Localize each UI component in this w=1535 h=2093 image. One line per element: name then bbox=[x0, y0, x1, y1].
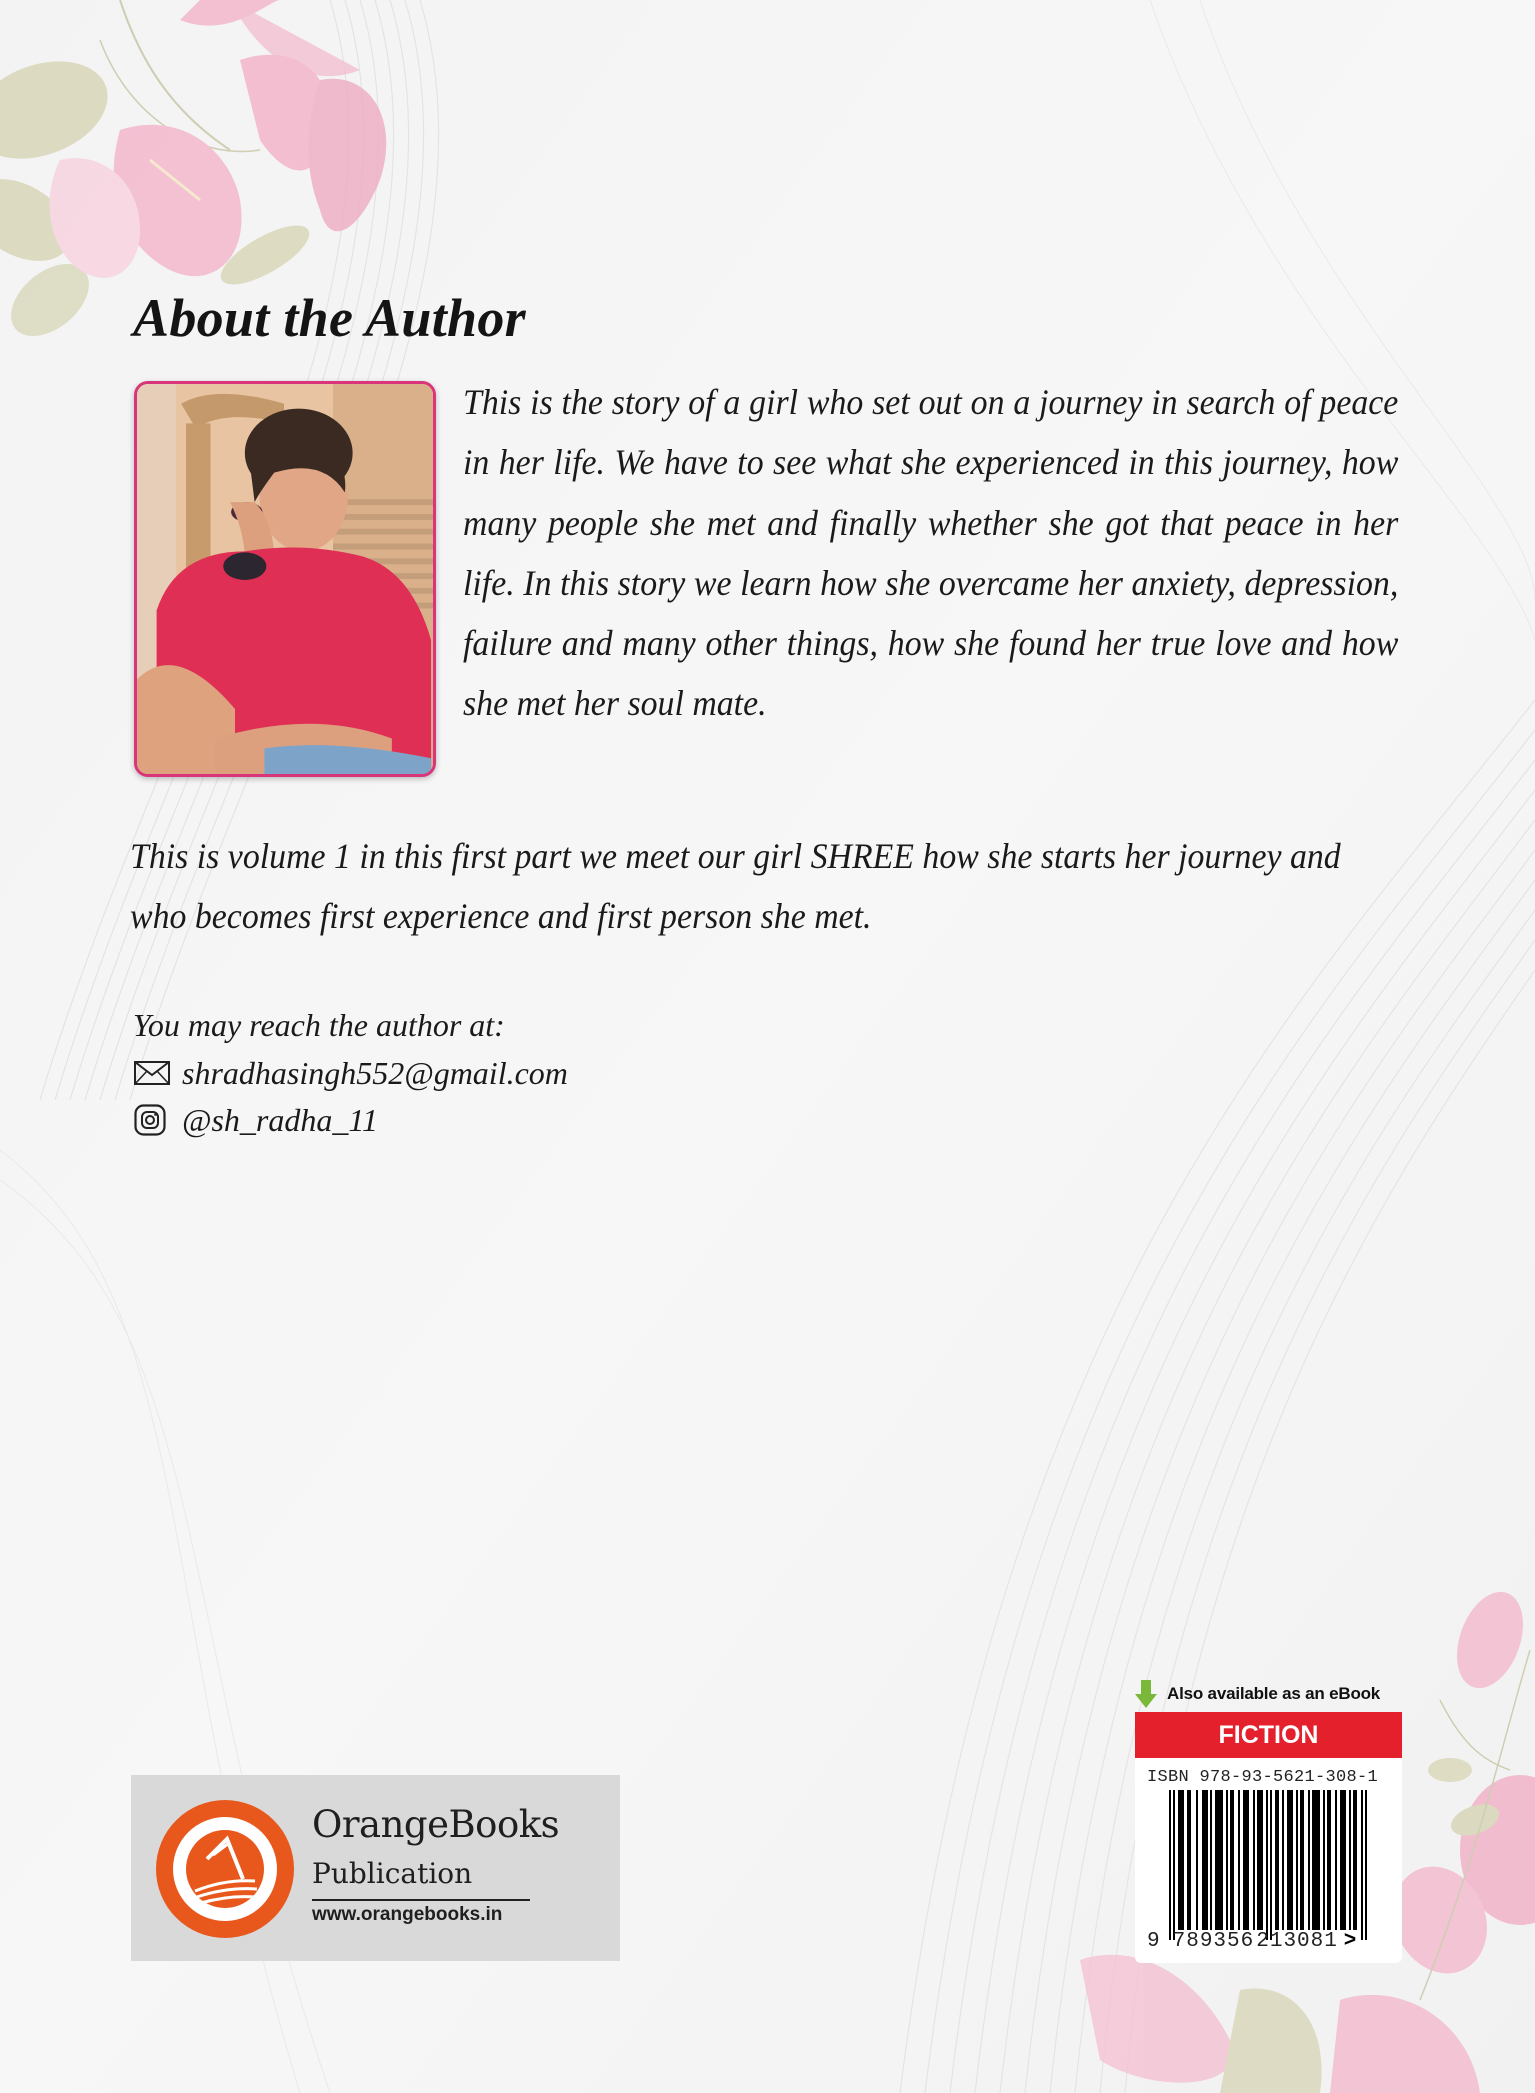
author-bio: This is the story of a girl who set out on a journey in search of peace in her life. We have to see what she experienced in this journey, how many people she met and finally whether she got that peace in her life. In this story we learn how she overcame her anxiety, depression, failure and many other things, how she found her true love and how she met her soul mate. bbox=[463, 382, 1399, 724]
about-author-heading: About the Author bbox=[133, 288, 526, 348]
isbn-text: ISBN 978-93-5621-308-1 bbox=[1147, 1768, 1379, 1787]
volume-note: This is volume 1 in this first part we meet our girl SHREE how she starts her journey and who becomes first experience and first person she met. bbox=[130, 836, 1341, 936]
publisher-logo-box bbox=[131, 1775, 620, 1961]
ebook-note-text: Also available as an eBook bbox=[1167, 1684, 1381, 1703]
download-arrow-icon bbox=[1135, 1680, 1157, 1708]
publisher-divider bbox=[312, 1899, 530, 1901]
author-email-link[interactable]: shradhasingh552@gmail.com bbox=[182, 1055, 568, 1091]
publisher-name: OrangeBooks bbox=[312, 1803, 560, 1846]
genre-label: FICTION bbox=[1135, 1712, 1402, 1758]
contact-instagram-row[interactable] bbox=[134, 1100, 378, 1140]
publisher-url-link[interactable]: www.orangebooks.in bbox=[312, 1904, 503, 1925]
envelope-icon bbox=[134, 1054, 172, 1092]
publisher-subtitle: Publication bbox=[312, 1857, 473, 1890]
contact-intro: You may reach the author at: bbox=[133, 1007, 505, 1043]
ebook-availability-note bbox=[1135, 1680, 1380, 1708]
isbn-barcode bbox=[1135, 1758, 1402, 1963]
author-instagram-handle[interactable]: @sh_radha_11 bbox=[182, 1102, 378, 1138]
contact-email-row[interactable] bbox=[134, 1053, 568, 1093]
barcode-bars-icon bbox=[1169, 1790, 1369, 1940]
orangebooks-logo-icon bbox=[155, 1799, 295, 1939]
author-photo bbox=[134, 381, 436, 777]
barcode-digits: 9 789356213081 > bbox=[1147, 1928, 1358, 1953]
instagram-icon bbox=[134, 1101, 172, 1139]
